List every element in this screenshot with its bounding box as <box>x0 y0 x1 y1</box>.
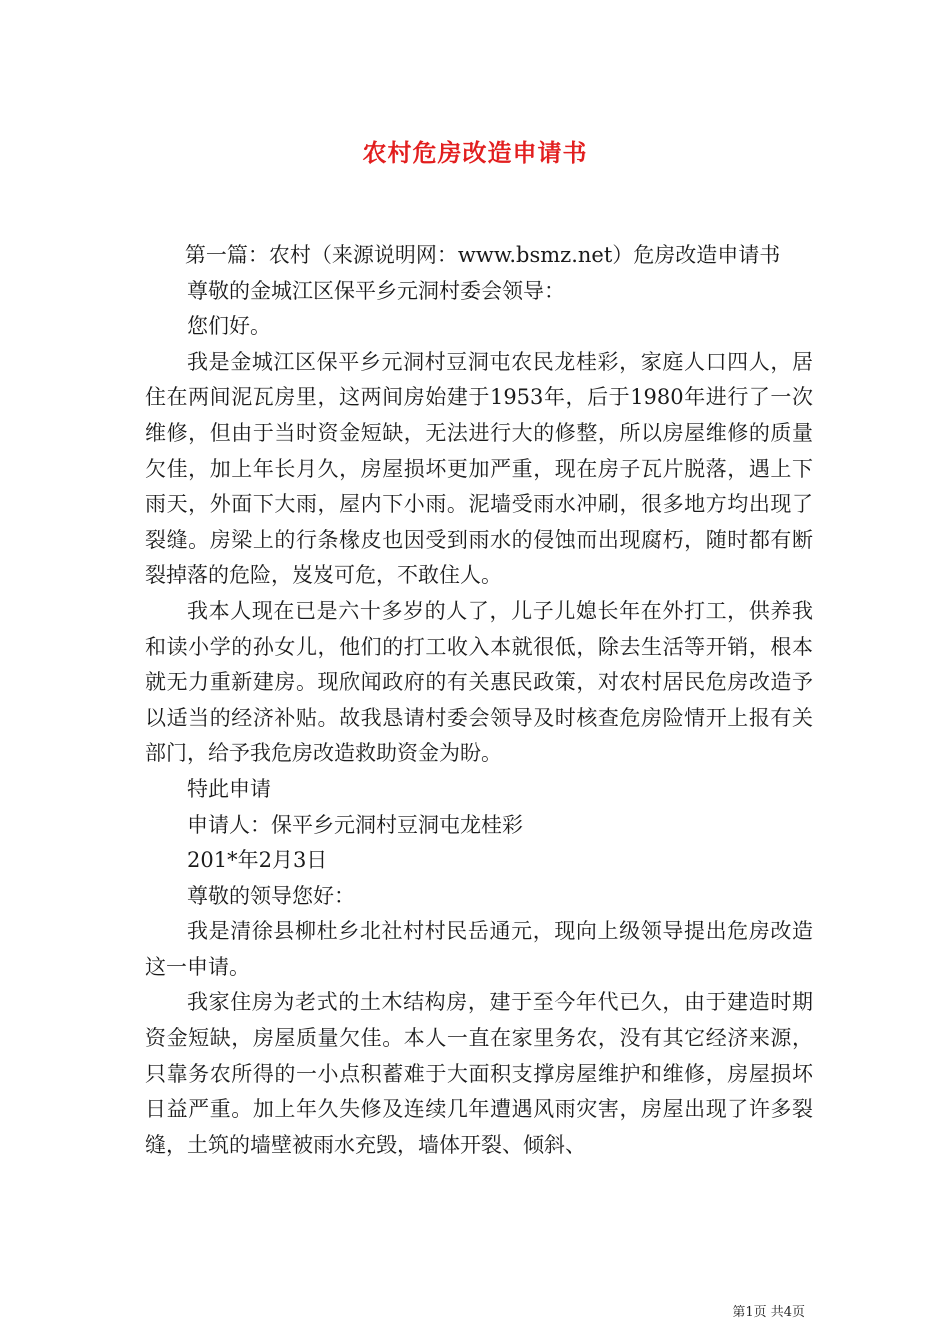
applicant-line: 申请人：保平乡元洞村豆洞屯龙桂彩 <box>187 812 523 837</box>
page-footer: 第1页 共4页 <box>732 1305 805 1320</box>
document-body <box>145 238 813 1163</box>
salutation: 尊敬的领导您好： <box>187 883 355 908</box>
greeting: 您们好。 <box>187 314 271 339</box>
date-line: 201*年2月3日 <box>187 848 328 873</box>
body-paragraph: 我本人现在已是六十多岁的人了，儿子儿媳长年在外打工，供养我和读小学的孙女儿，他们的打工收入本就很低，除去生活等开销，根本就无力重新建房。现欣闻政府的有关惠民政策，对农村居民危房改造予以适当的经济补贴。故我恳请村委会领导及时核查危房险情开上报有关部门，给予我危房改造救助资金为盼。 <box>145 598 813 766</box>
body-paragraph: 我是金城江区保平乡元洞村豆洞屯农民龙桂彩，家庭人口四人，居住在两间泥瓦房里，这两间房始建于1953年，后于1980年进行了一次维修，但由于当时资金短缺，无法进行大的修整，所以房屋维修的质量欠佳，加上年长月久，房屋损坏更加严重，现在房子瓦片脱落，遇上下雨天，外面下大雨，屋内下小雨。泥墙受雨水冲刷，很多地方均出现了裂缝。房梁上的行条椽皮也因受到雨水的侵蚀而出现腐朽，随时都有断裂掉落的危险，岌岌可危，不敢住人。 <box>145 349 813 588</box>
body-paragraph: 我是清徐县柳杜乡北社村村民岳通元，现向上级领导提出危房改造这一申请。 <box>145 919 813 979</box>
section-heading: 第一篇：农村（来源说明网：www.bsmz.net）危房改造申请书 <box>184 243 781 267</box>
body-paragraph: 我家住房为老式的土木结构房，建于至今年代已久，由于建造时期资金短缺，房屋质量欠佳。本人一直在家里务农，没有其它经济来源，只靠务农所得的一小点积蓄难于大面积支撑房屋维护和维修，房屋损坏日益严重。加上年久失修及连续几年遭遇风雨灾害，房屋出现了许多裂缝，土筑的墙壁被雨水充毁，墙体开裂、倾斜、 <box>145 990 813 1157</box>
closing-line: 特此申请 <box>187 776 271 801</box>
salutation: 尊敬的金城江区保平乡元洞村委会领导： <box>187 278 565 303</box>
document-title: 农村危房改造申请书 <box>362 138 588 167</box>
